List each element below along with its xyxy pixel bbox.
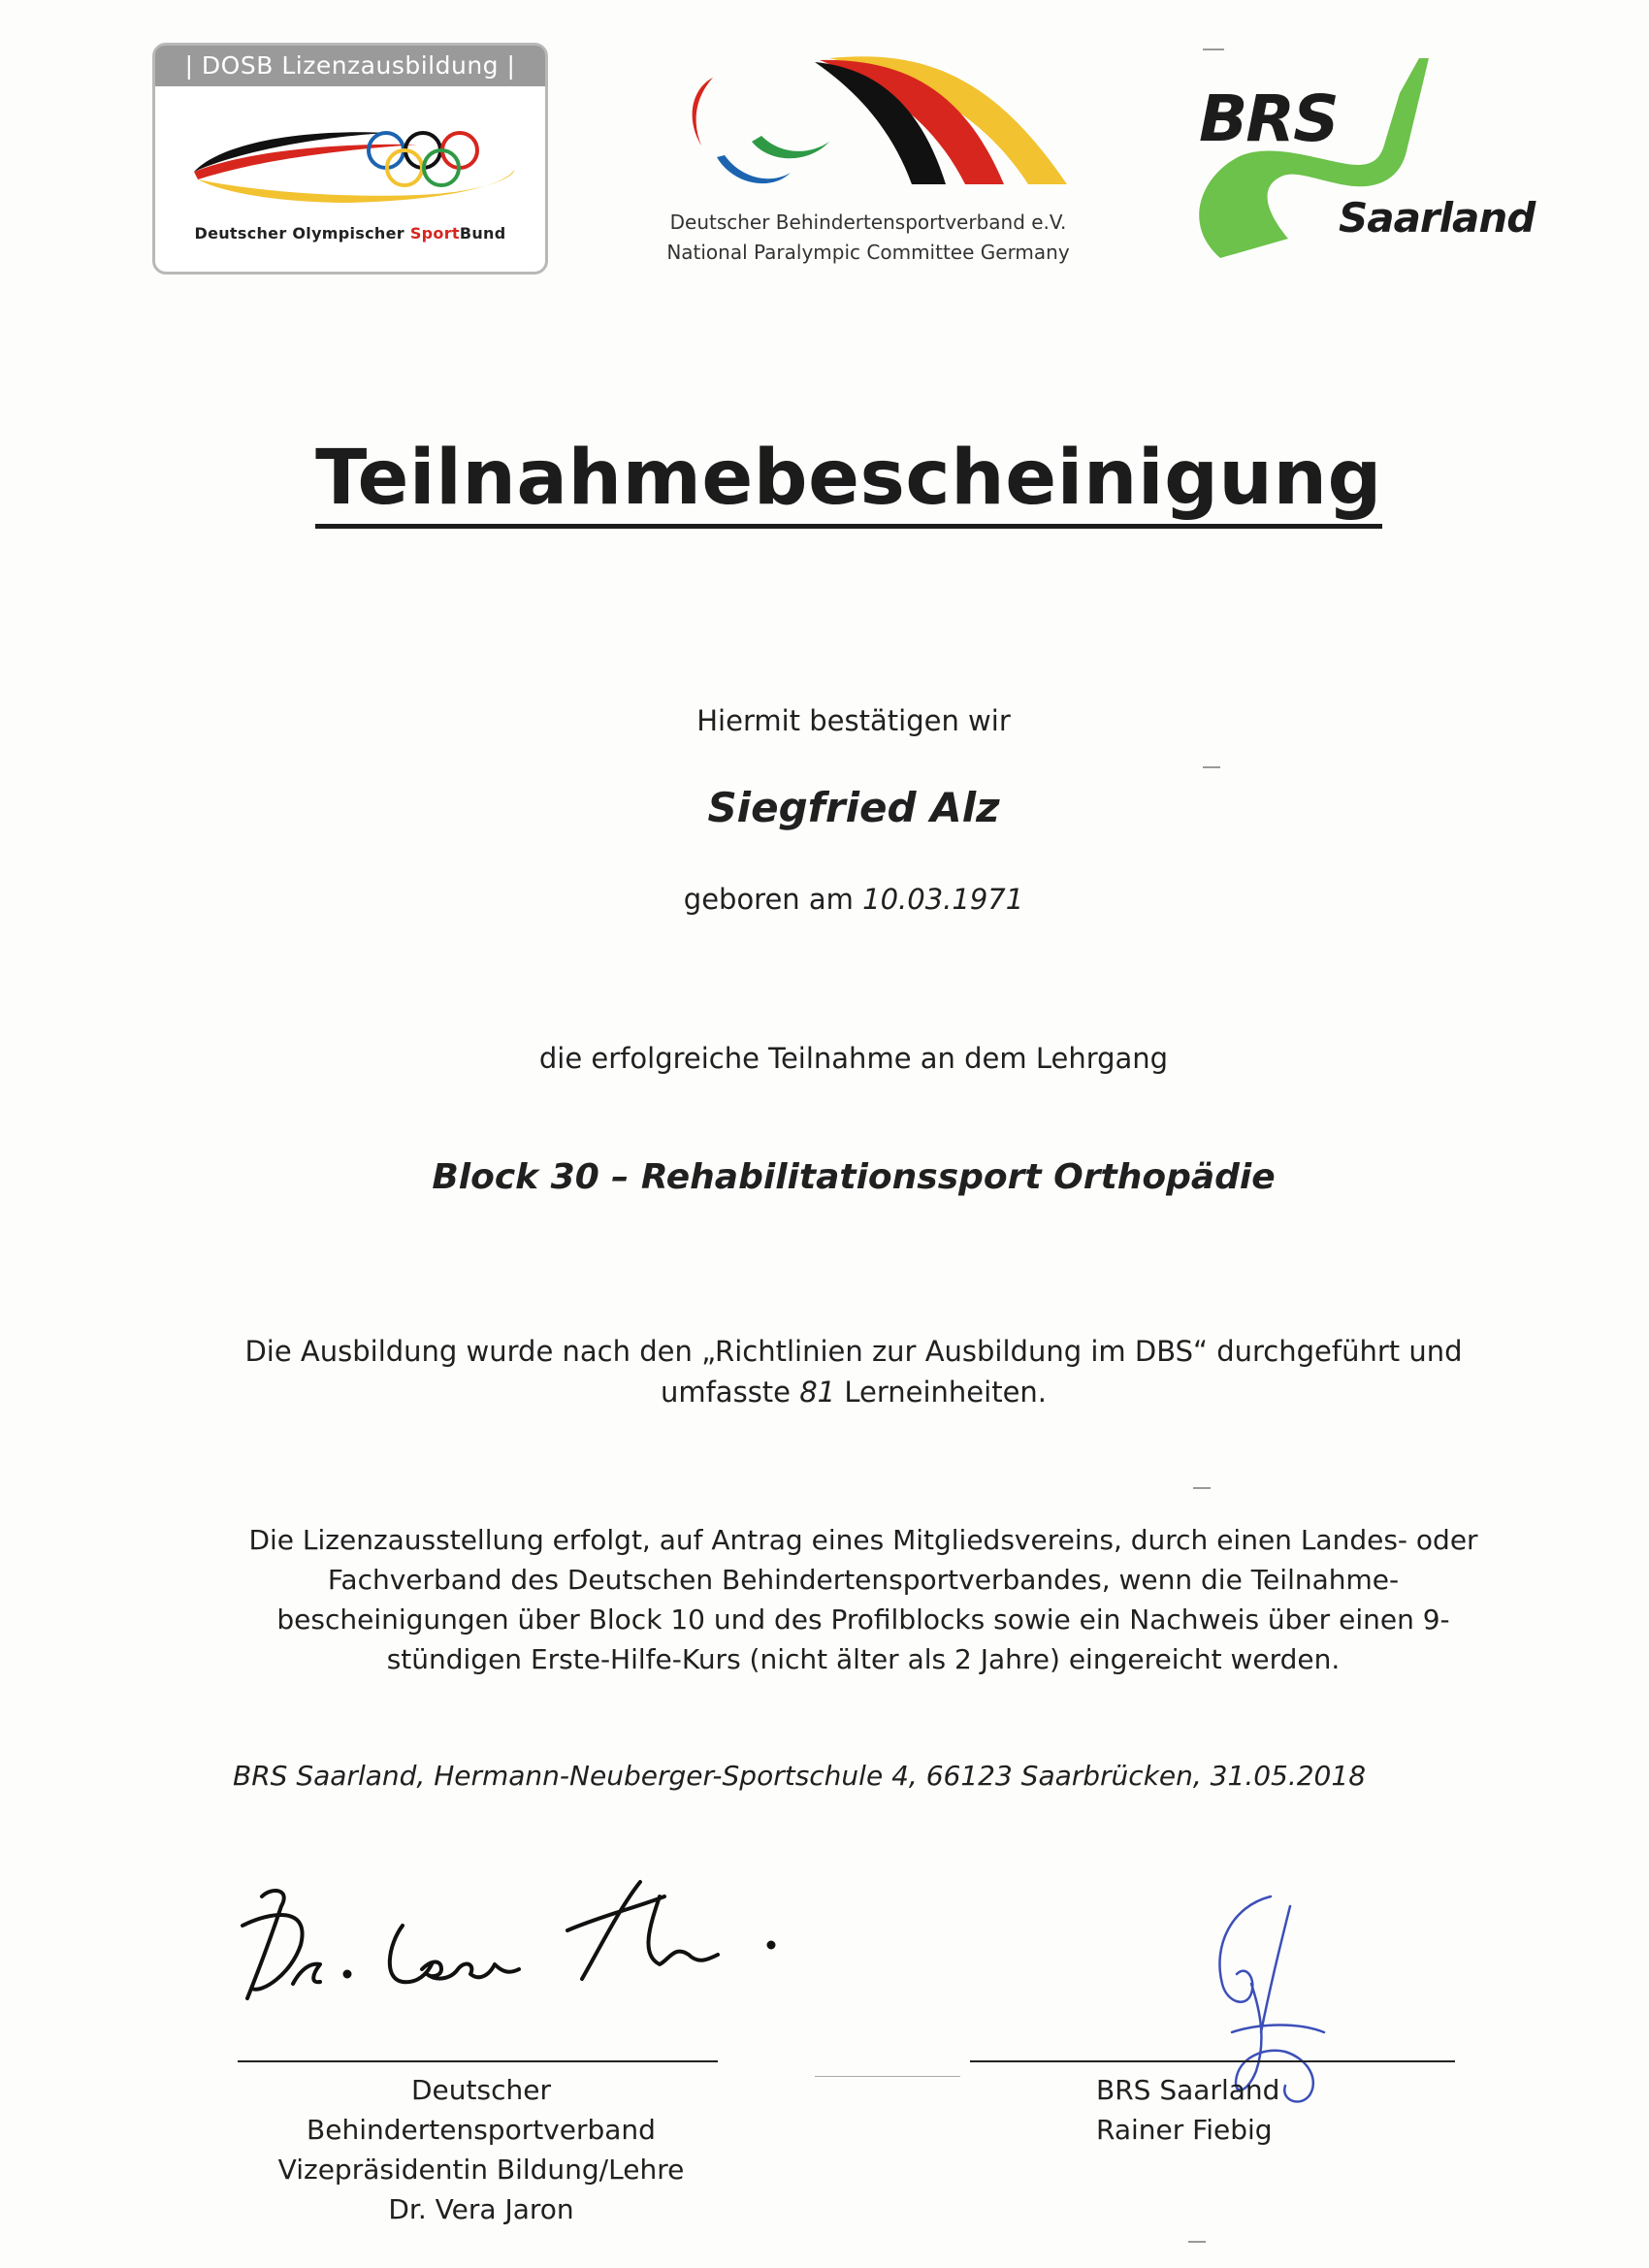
license-line3: bescheinigungen über Block 10 und des Profilblocks sowie ein Nachweis über einen 9- — [276, 1604, 1450, 1636]
brs-logo-title: BRS — [1199, 81, 1338, 156]
signature-left-line2: Vizepräsidentin Bildung/Lehre — [277, 2154, 685, 2186]
scan-mark — [1188, 2241, 1206, 2243]
document-title-text: Teilnahmebescheinigung — [315, 435, 1382, 529]
scan-mark — [1203, 49, 1224, 50]
signature-right-caption — [1096, 2070, 1279, 2150]
signature-left-image — [233, 1867, 815, 2023]
dbs-logo-text — [601, 208, 1135, 268]
signature-line-left — [238, 2060, 718, 2062]
license-line2: Fachverband des Deutschen Behindertensportverbandes, wenn die Teilnahme- — [327, 1564, 1400, 1596]
training-line2 — [146, 1372, 1562, 1412]
training-paragraph — [146, 1331, 1562, 1412]
course-title: Block 30 – Rehabilitationssport Orthopädie — [432, 1157, 1276, 1197]
scan-mark — [1203, 766, 1220, 768]
paralympic-agitos-icon — [674, 49, 1082, 194]
birth-date-line — [146, 883, 1562, 916]
signature-left-line1: Deutscher Behindertensportverband — [307, 2074, 656, 2146]
dbs-line1: Deutscher Behindertensportverband e.V. — [669, 211, 1067, 234]
dosb-logo-text — [155, 224, 545, 243]
olympic-rings-icon — [184, 112, 524, 218]
training-line1: Die Ausbildung wurde nach den „Richtlinien zur Ausbildung im DBS“ durchgeführt und — [244, 1335, 1463, 1368]
training-units: 81 — [799, 1376, 836, 1409]
training-part3: Lerneinheiten. — [835, 1376, 1048, 1409]
dbs-line2: National Paralympic Committee Germany — [666, 241, 1070, 264]
license-paragraph — [233, 1520, 1494, 1679]
signature-right-line1: BRS Saarland — [1096, 2074, 1280, 2106]
scan-mark — [815, 2076, 960, 2077]
dosb-name-part3: Bund — [459, 224, 506, 243]
signature-line-right — [970, 2060, 1455, 2062]
dosb-logo-band: | DOSB Lizenzausbildung | — [155, 46, 545, 86]
birth-prefix: geboren am — [683, 883, 863, 916]
dosb-name-part1: Deutscher Olympischer — [194, 224, 410, 243]
license-line4: stündigen Erste-Hilfe-Kurs (nicht älter als 2 Jahre) eingereicht werden. — [386, 1643, 1341, 1675]
dosb-logo — [152, 43, 548, 275]
confirm-text: Hiermit bestätigen wir — [696, 704, 1011, 737]
birth-date: 10.03.1971 — [862, 883, 1024, 916]
participation-text: die erfolgreiche Teilnahme an dem Lehrgang — [538, 1042, 1169, 1075]
dosb-name-part2: Sport — [409, 224, 460, 243]
place-and-date: BRS Saarland, Hermann-Neuberger-Sportschule 4, 66123 Saarbrücken, 31.05.2018 — [233, 1760, 1367, 1792]
license-line1: Die Lizenzausstellung erfolgt, auf Antrag eines Mitgliedsvereins, durch einen Landes- oder — [248, 1524, 1478, 1556]
signature-right-line2: Rainer Fiebig — [1096, 2114, 1273, 2146]
document-title — [291, 435, 1406, 522]
training-part2: umfasste — [660, 1376, 800, 1409]
brs-logo-subtitle: Saarland — [1339, 194, 1536, 242]
scan-mark — [1193, 1487, 1211, 1489]
signature-left-line3: Dr. Vera Jaron — [388, 2193, 574, 2225]
signature-left-caption — [239, 2070, 724, 2229]
participant-name: Siegfried Alz — [707, 784, 1000, 831]
